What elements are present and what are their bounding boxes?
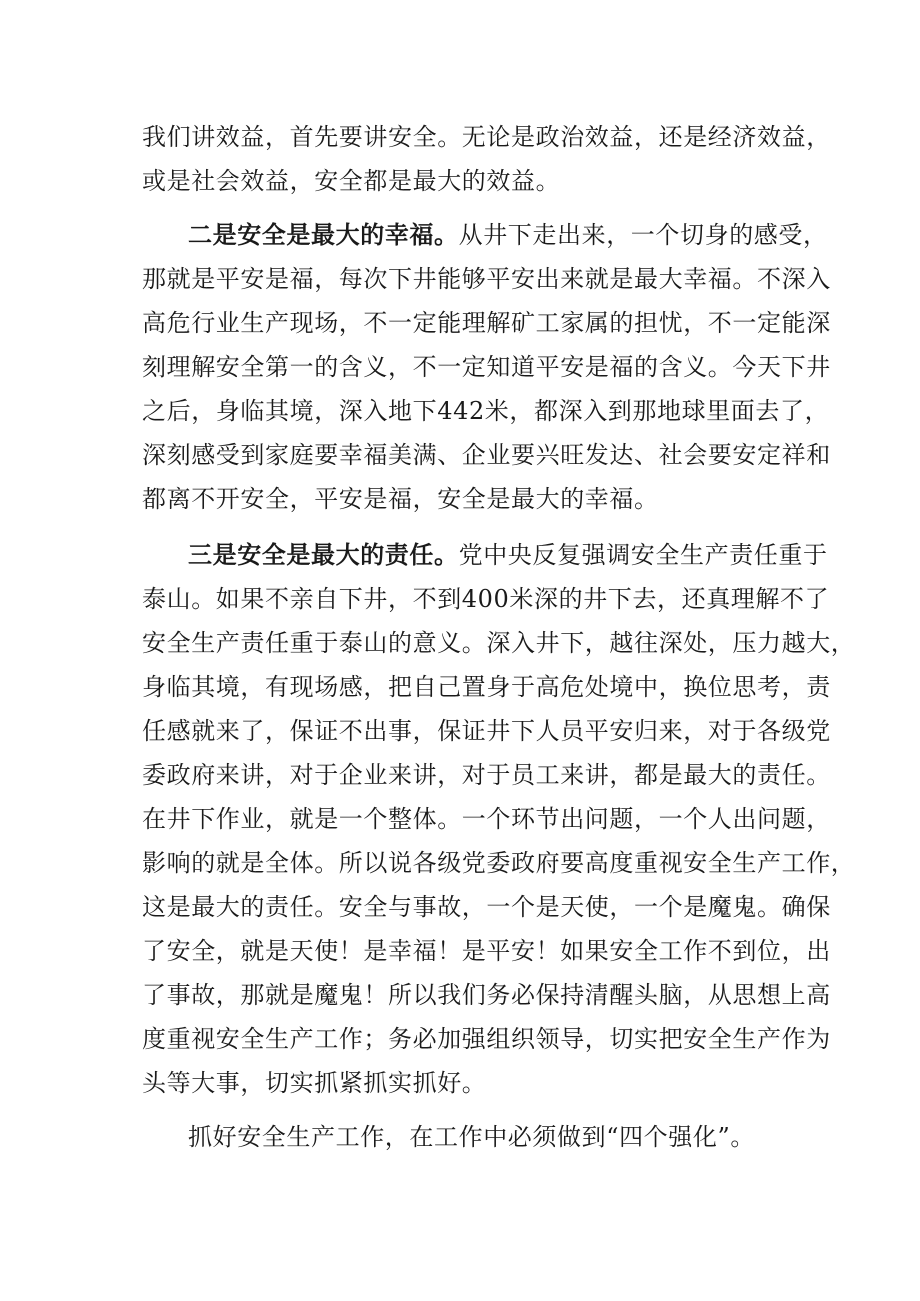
paragraph-2-line-6: 深刻感受到家庭要幸福美满、企业要兴旺发达、社会要安定祥和 — [142, 441, 831, 469]
paragraph-3-line-13: 头等大事，切实抓紧抓实抓好。 — [142, 1069, 487, 1097]
paragraph-2-first-line — [188, 220, 828, 250]
paragraph-2-line-5: 之后，身临其境，深入地下442米，都深入到那地球里面去了， — [142, 397, 830, 425]
paragraph-3-line-12: 度重视安全生产工作；务必加强组织领导，切实把安全生产作为 — [142, 1025, 831, 1053]
paragraph-1-line-2: 或是社会效益，安全都是最大的效益。 — [142, 167, 561, 195]
paragraph-3-line-5: 任感就来了，保证不出事，保证井下人员平安归来，对于各级党 — [142, 717, 831, 745]
paragraph-4-line-1: 抓好安全生产工作，在工作中必须做到“四个强化”。 — [188, 1123, 755, 1151]
paragraph-3-line-10: 了安全，就是天使！是幸福！是平安！如果安全工作不到位，出 — [142, 937, 831, 965]
paragraph-3-line-4: 身临其境，有现场感，把自己置身于高危处境中，换位思考，责 — [142, 673, 831, 701]
paragraph-2-line-2: 那就是平安是福，每次下井能够平安出来就是最大幸福。不深入 — [142, 265, 831, 293]
paragraph-3-first-line-text: 党中央反复强调安全生产责任重于 — [458, 541, 828, 569]
paragraph-3-line-6: 委政府来讲，对于企业来讲，对于员工来讲，都是最大的责任。 — [142, 761, 831, 789]
paragraph-3-heading: 三是安全是最大的责任。 — [188, 540, 459, 569]
paragraph-2-line-3: 高危行业生产现场，不一定能理解矿工家属的担忧，不一定能深 — [142, 309, 831, 337]
paragraph-3-line-8: 影响的就是全体。所以说各级党委政府要高度重视安全生产工作， — [142, 849, 856, 877]
paragraph-3-line-7: 在井下作业，就是一个整体。一个环节出问题，一个人出问题， — [142, 805, 831, 833]
paragraph-2-line-4: 刻理解安全第一的含义，不一定知道平安是福的含义。今天下井 — [142, 353, 831, 381]
paragraph-2-heading: 二是安全是最大的幸福。 — [188, 220, 459, 249]
paragraph-3-first-line — [188, 540, 828, 570]
paragraph-1-line-1: 我们讲效益，首先要讲安全。无论是政治效益，还是经济效益， — [142, 123, 831, 151]
paragraph-3-line-3: 安全生产责任重于泰山的意义。深入井下，越往深处，压力越大， — [142, 629, 856, 657]
paragraph-2-first-line-text: 从井下走出来，一个切身的感受， — [458, 221, 828, 249]
paragraph-3-line-11: 了事故，那就是魔鬼！所以我们务必保持清醒头脑，从思想上高 — [142, 981, 831, 1009]
paragraph-3-line-9: 这是最大的责任。安全与事故，一个是天使，一个是魔鬼。确保 — [142, 893, 831, 921]
paragraph-3-line-2: 泰山。如果不亲自下井，不到400米深的井下去，还真理解不了 — [142, 585, 830, 613]
paragraph-2-line-7: 都离不开安全，平安是福，安全是最大的幸福。 — [142, 485, 659, 513]
